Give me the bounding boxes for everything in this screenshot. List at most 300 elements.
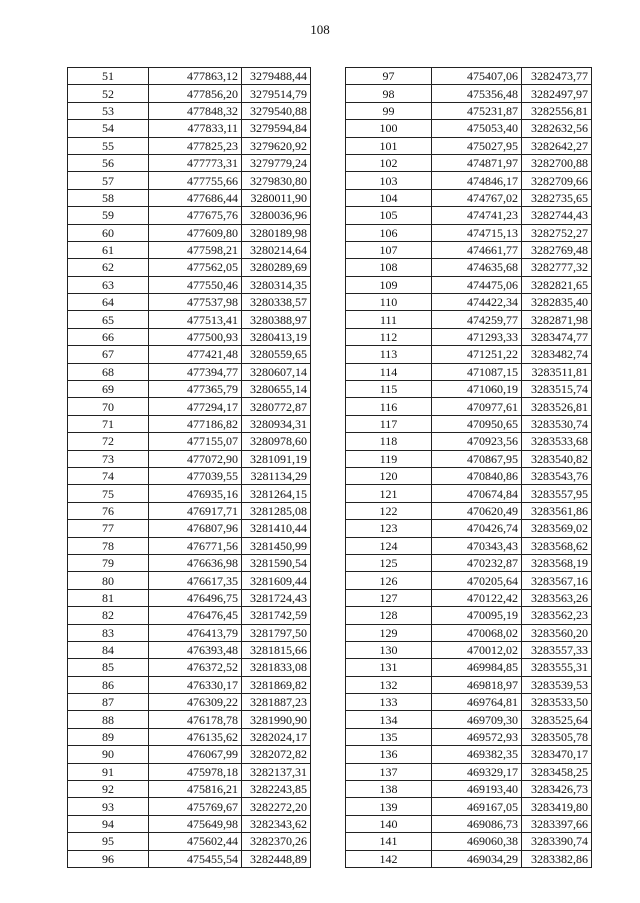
x-coordinate-cell: 469034,29 (432, 850, 522, 867)
table-row (346, 363, 592, 380)
table-row (68, 137, 311, 154)
table-row (346, 537, 592, 554)
point-number-cell: 94 (68, 815, 149, 832)
point-number-cell: 141 (346, 833, 432, 850)
y-coordinate-cell: 3283397,66 (522, 815, 592, 832)
y-coordinate-cell: 3283470,17 (522, 746, 592, 763)
x-coordinate-cell: 470867,95 (432, 450, 522, 467)
x-coordinate-cell: 469984,85 (432, 659, 522, 676)
point-number-cell: 115 (346, 381, 432, 398)
table-row (68, 815, 311, 832)
x-coordinate-cell: 470977,61 (432, 398, 522, 415)
x-coordinate-cell: 476476,45 (149, 607, 242, 624)
table-row (68, 346, 311, 363)
y-coordinate-cell: 3282497,97 (522, 85, 592, 102)
table-row (68, 85, 311, 102)
point-number-cell: 136 (346, 746, 432, 763)
point-number-cell: 104 (346, 189, 432, 206)
x-coordinate-cell: 469572,93 (432, 728, 522, 745)
table-row (346, 68, 592, 85)
point-number-cell: 111 (346, 311, 432, 328)
table-row (68, 172, 311, 189)
point-number-cell: 100 (346, 120, 432, 137)
y-coordinate-cell: 3280036,96 (242, 207, 311, 224)
x-coordinate-cell: 477773,31 (149, 154, 242, 171)
table-row (346, 781, 592, 798)
y-coordinate-cell: 3282272,20 (242, 798, 311, 815)
table-row (346, 276, 592, 293)
x-coordinate-cell: 477848,32 (149, 102, 242, 119)
table-row (346, 746, 592, 763)
y-coordinate-cell: 3283560,20 (522, 624, 592, 641)
y-coordinate-cell: 3283539,53 (522, 676, 592, 693)
point-number-cell: 117 (346, 415, 432, 432)
y-coordinate-cell: 3283568,19 (522, 554, 592, 571)
table-row (346, 381, 592, 398)
table-row (68, 589, 311, 606)
x-coordinate-cell: 474661,77 (432, 241, 522, 258)
y-coordinate-cell: 3283530,74 (522, 415, 592, 432)
table-row (68, 676, 311, 693)
table-row (68, 154, 311, 171)
table-row (346, 189, 592, 206)
x-coordinate-cell: 476496,75 (149, 589, 242, 606)
y-coordinate-cell: 3282752,27 (522, 224, 592, 241)
point-number-cell: 63 (68, 276, 149, 293)
x-coordinate-cell: 469764,81 (432, 694, 522, 711)
table-row (346, 154, 592, 171)
y-coordinate-cell: 3282700,88 (522, 154, 592, 171)
point-number-cell: 137 (346, 763, 432, 780)
x-coordinate-cell: 470950,65 (432, 415, 522, 432)
y-coordinate-cell: 3283525,64 (522, 711, 592, 728)
point-number-cell: 106 (346, 224, 432, 241)
table-row (68, 276, 311, 293)
x-coordinate-cell: 477294,17 (149, 398, 242, 415)
point-number-cell: 124 (346, 537, 432, 554)
y-coordinate-cell: 3282642,27 (522, 137, 592, 154)
table-row (68, 433, 311, 450)
x-coordinate-cell: 469709,30 (432, 711, 522, 728)
table-row (68, 833, 311, 850)
point-number-cell: 92 (68, 781, 149, 798)
point-number-cell: 113 (346, 346, 432, 363)
table-row (346, 398, 592, 415)
y-coordinate-cell: 3282735,65 (522, 189, 592, 206)
y-coordinate-cell: 3282821,65 (522, 276, 592, 293)
point-number-cell: 107 (346, 241, 432, 258)
y-coordinate-cell: 3280607,14 (242, 363, 311, 380)
table-row (346, 433, 592, 450)
table-row (346, 120, 592, 137)
table-row (346, 850, 592, 867)
y-coordinate-cell: 3280413,19 (242, 328, 311, 345)
x-coordinate-cell: 474475,06 (432, 276, 522, 293)
table-row (346, 224, 592, 241)
x-coordinate-cell: 475053,40 (432, 120, 522, 137)
point-number-cell: 79 (68, 554, 149, 571)
x-coordinate-cell: 470068,02 (432, 624, 522, 641)
y-coordinate-cell: 3281815,66 (242, 641, 311, 658)
point-number-cell: 77 (68, 520, 149, 537)
point-number-cell: 70 (68, 398, 149, 415)
table-row (346, 676, 592, 693)
table-row (68, 241, 311, 258)
table-row (346, 485, 592, 502)
x-coordinate-cell: 477500,93 (149, 328, 242, 345)
x-coordinate-cell: 477394,77 (149, 363, 242, 380)
y-coordinate-cell: 3281264,15 (242, 485, 311, 502)
table-row (346, 589, 592, 606)
x-coordinate-cell: 474635,68 (432, 259, 522, 276)
table-row (346, 207, 592, 224)
x-coordinate-cell: 474741,23 (432, 207, 522, 224)
x-coordinate-cell: 475769,67 (149, 798, 242, 815)
point-number-cell: 135 (346, 728, 432, 745)
page-number: 108 (310, 22, 330, 37)
point-number-cell: 101 (346, 137, 432, 154)
x-coordinate-cell: 469086,73 (432, 815, 522, 832)
x-coordinate-cell: 476935,16 (149, 485, 242, 502)
x-coordinate-cell: 474259,77 (432, 311, 522, 328)
point-number-cell: 69 (68, 381, 149, 398)
table-row (68, 207, 311, 224)
point-number-cell: 53 (68, 102, 149, 119)
y-coordinate-cell: 3283515,74 (522, 381, 592, 398)
point-number-cell: 128 (346, 607, 432, 624)
y-coordinate-cell: 3280559,65 (242, 346, 311, 363)
table-row (68, 781, 311, 798)
table-row (346, 694, 592, 711)
point-number-cell: 82 (68, 607, 149, 624)
x-coordinate-cell: 469818,97 (432, 676, 522, 693)
table-row (68, 68, 311, 85)
y-coordinate-cell: 3281091,19 (242, 450, 311, 467)
x-coordinate-cell: 477825,23 (149, 137, 242, 154)
point-number-cell: 67 (68, 346, 149, 363)
y-coordinate-cell: 3283474,77 (522, 328, 592, 345)
x-coordinate-cell: 477186,82 (149, 415, 242, 432)
point-number-cell: 66 (68, 328, 149, 345)
y-coordinate-cell: 3281742,59 (242, 607, 311, 624)
point-number-cell: 62 (68, 259, 149, 276)
point-number-cell: 58 (68, 189, 149, 206)
point-number-cell: 93 (68, 798, 149, 815)
y-coordinate-cell: 3283382,86 (522, 850, 592, 867)
table-row (346, 259, 592, 276)
point-number-cell: 96 (68, 850, 149, 867)
table-row (68, 102, 311, 119)
table-row (68, 763, 311, 780)
table-row (346, 415, 592, 432)
point-number-cell: 123 (346, 520, 432, 537)
point-number-cell: 139 (346, 798, 432, 815)
x-coordinate-cell: 469060,38 (432, 833, 522, 850)
point-number-cell: 60 (68, 224, 149, 241)
table-row (346, 798, 592, 815)
point-number-cell: 134 (346, 711, 432, 728)
table-row (68, 520, 311, 537)
point-number-cell: 86 (68, 676, 149, 693)
point-number-cell: 102 (346, 154, 432, 171)
x-coordinate-cell: 475407,06 (432, 68, 522, 85)
x-coordinate-cell: 470923,56 (432, 433, 522, 450)
table-row (346, 572, 592, 589)
point-number-cell: 103 (346, 172, 432, 189)
y-coordinate-cell: 3282448,89 (242, 850, 311, 867)
x-coordinate-cell: 469193,40 (432, 781, 522, 798)
y-coordinate-cell: 3283557,95 (522, 485, 592, 502)
point-number-cell: 76 (68, 502, 149, 519)
x-coordinate-cell: 470205,64 (432, 572, 522, 589)
y-coordinate-cell: 3283458,25 (522, 763, 592, 780)
table-row (346, 85, 592, 102)
x-coordinate-cell: 476617,35 (149, 572, 242, 589)
y-coordinate-cell: 3280314,35 (242, 276, 311, 293)
x-coordinate-cell: 477513,41 (149, 311, 242, 328)
x-coordinate-cell: 477833,11 (149, 120, 242, 137)
point-number-cell: 118 (346, 433, 432, 450)
point-number-cell: 114 (346, 363, 432, 380)
point-number-cell: 131 (346, 659, 432, 676)
y-coordinate-cell: 3279779,24 (242, 154, 311, 171)
x-coordinate-cell: 477856,20 (149, 85, 242, 102)
y-coordinate-cell: 3279488,44 (242, 68, 311, 85)
y-coordinate-cell: 3279540,88 (242, 102, 311, 119)
point-number-cell: 110 (346, 294, 432, 311)
table-row (68, 711, 311, 728)
table-row (346, 137, 592, 154)
table-row (68, 467, 311, 484)
point-number-cell: 71 (68, 415, 149, 432)
y-coordinate-cell: 3282072,82 (242, 746, 311, 763)
x-coordinate-cell: 470343,43 (432, 537, 522, 554)
table-row (68, 485, 311, 502)
y-coordinate-cell: 3283540,82 (522, 450, 592, 467)
x-coordinate-cell: 476413,79 (149, 624, 242, 641)
y-coordinate-cell: 3283511,81 (522, 363, 592, 380)
table-row (68, 624, 311, 641)
table-row (346, 763, 592, 780)
y-coordinate-cell: 3283533,68 (522, 433, 592, 450)
table-row (346, 102, 592, 119)
point-number-cell: 130 (346, 641, 432, 658)
point-number-cell: 120 (346, 467, 432, 484)
y-coordinate-cell: 3283419,80 (522, 798, 592, 815)
point-number-cell: 64 (68, 294, 149, 311)
x-coordinate-cell: 477562,05 (149, 259, 242, 276)
x-coordinate-cell: 471251,22 (432, 346, 522, 363)
point-number-cell: 90 (68, 746, 149, 763)
x-coordinate-cell: 477686,44 (149, 189, 242, 206)
y-coordinate-cell: 3282871,98 (522, 311, 592, 328)
y-coordinate-cell: 3280655,14 (242, 381, 311, 398)
y-coordinate-cell: 3283557,33 (522, 641, 592, 658)
table-row (346, 728, 592, 745)
table-row (68, 311, 311, 328)
y-coordinate-cell: 3280338,57 (242, 294, 311, 311)
coordinates-table-left-body (68, 68, 311, 868)
table-row (68, 502, 311, 519)
point-number-cell: 138 (346, 781, 432, 798)
point-number-cell: 109 (346, 276, 432, 293)
point-number-cell: 68 (68, 363, 149, 380)
y-coordinate-cell: 3281134,29 (242, 467, 311, 484)
x-coordinate-cell: 477609,80 (149, 224, 242, 241)
x-coordinate-cell: 471087,15 (432, 363, 522, 380)
x-coordinate-cell: 477537,98 (149, 294, 242, 311)
x-coordinate-cell: 475816,21 (149, 781, 242, 798)
y-coordinate-cell: 3283563,26 (522, 589, 592, 606)
x-coordinate-cell: 475455,54 (149, 850, 242, 867)
x-coordinate-cell: 476807,96 (149, 520, 242, 537)
table-row (68, 415, 311, 432)
x-coordinate-cell: 477421,48 (149, 346, 242, 363)
y-coordinate-cell: 3279594,84 (242, 120, 311, 137)
y-coordinate-cell: 3281833,08 (242, 659, 311, 676)
x-coordinate-cell: 470426,74 (432, 520, 522, 537)
point-number-cell: 55 (68, 137, 149, 154)
y-coordinate-cell: 3282343,62 (242, 815, 311, 832)
point-number-cell: 83 (68, 624, 149, 641)
x-coordinate-cell: 476393,48 (149, 641, 242, 658)
table-row (346, 328, 592, 345)
x-coordinate-cell: 475602,44 (149, 833, 242, 850)
table-row (68, 363, 311, 380)
x-coordinate-cell: 475649,98 (149, 815, 242, 832)
x-coordinate-cell: 476178,78 (149, 711, 242, 728)
x-coordinate-cell: 474767,02 (432, 189, 522, 206)
point-number-cell: 85 (68, 659, 149, 676)
point-number-cell: 133 (346, 694, 432, 711)
table-row (346, 520, 592, 537)
y-coordinate-cell: 3282243,85 (242, 781, 311, 798)
x-coordinate-cell: 474871,97 (432, 154, 522, 171)
x-coordinate-cell: 470840,86 (432, 467, 522, 484)
x-coordinate-cell: 477155,07 (149, 433, 242, 450)
table-row (68, 537, 311, 554)
y-coordinate-cell: 3279620,92 (242, 137, 311, 154)
table-row (346, 833, 592, 850)
y-coordinate-cell: 3283569,02 (522, 520, 592, 537)
y-coordinate-cell: 3281797,50 (242, 624, 311, 641)
x-coordinate-cell: 471293,33 (432, 328, 522, 345)
x-coordinate-cell: 477755,66 (149, 172, 242, 189)
point-number-cell: 89 (68, 728, 149, 745)
point-number-cell: 116 (346, 398, 432, 415)
point-number-cell: 142 (346, 850, 432, 867)
x-coordinate-cell: 476917,71 (149, 502, 242, 519)
y-coordinate-cell: 3281285,08 (242, 502, 311, 519)
point-number-cell: 129 (346, 624, 432, 641)
table-row (68, 641, 311, 658)
x-coordinate-cell: 476771,56 (149, 537, 242, 554)
x-coordinate-cell: 470232,87 (432, 554, 522, 571)
table-row (346, 467, 592, 484)
y-coordinate-cell: 3281590,54 (242, 554, 311, 571)
y-coordinate-cell: 3281410,44 (242, 520, 311, 537)
point-number-cell: 52 (68, 85, 149, 102)
x-coordinate-cell: 474422,34 (432, 294, 522, 311)
point-number-cell: 125 (346, 554, 432, 571)
y-coordinate-cell: 3282744,43 (522, 207, 592, 224)
x-coordinate-cell: 476636,98 (149, 554, 242, 571)
table-row (68, 694, 311, 711)
point-number-cell: 91 (68, 763, 149, 780)
x-coordinate-cell: 469167,05 (432, 798, 522, 815)
point-number-cell: 81 (68, 589, 149, 606)
x-coordinate-cell: 476067,99 (149, 746, 242, 763)
point-number-cell: 65 (68, 311, 149, 328)
table-row (68, 798, 311, 815)
y-coordinate-cell: 3283533,50 (522, 694, 592, 711)
x-coordinate-cell: 477365,79 (149, 381, 242, 398)
y-coordinate-cell: 3282709,66 (522, 172, 592, 189)
table-row (346, 172, 592, 189)
x-coordinate-cell: 476330,17 (149, 676, 242, 693)
x-coordinate-cell: 474715,13 (432, 224, 522, 241)
point-number-cell: 74 (68, 467, 149, 484)
y-coordinate-cell: 3280772,87 (242, 398, 311, 415)
y-coordinate-cell: 3282137,31 (242, 763, 311, 780)
table-row (346, 311, 592, 328)
point-number-cell: 57 (68, 172, 149, 189)
x-coordinate-cell: 470122,42 (432, 589, 522, 606)
table-row (346, 346, 592, 363)
point-number-cell: 122 (346, 502, 432, 519)
point-number-cell: 108 (346, 259, 432, 276)
y-coordinate-cell: 3283426,73 (522, 781, 592, 798)
y-coordinate-cell: 3281887,23 (242, 694, 311, 711)
y-coordinate-cell: 3280978,60 (242, 433, 311, 450)
y-coordinate-cell: 3283561,86 (522, 502, 592, 519)
table-row (68, 259, 311, 276)
x-coordinate-cell: 475027,95 (432, 137, 522, 154)
table-row (346, 450, 592, 467)
table-row (68, 224, 311, 241)
y-coordinate-cell: 3281609,44 (242, 572, 311, 589)
table-row (68, 189, 311, 206)
table-row (68, 659, 311, 676)
y-coordinate-cell: 3282024,17 (242, 728, 311, 745)
y-coordinate-cell: 3279514,79 (242, 85, 311, 102)
point-number-cell: 59 (68, 207, 149, 224)
x-coordinate-cell: 471060,19 (432, 381, 522, 398)
table-row (346, 624, 592, 641)
x-coordinate-cell: 474846,17 (432, 172, 522, 189)
table-row (346, 711, 592, 728)
table-row (346, 554, 592, 571)
y-coordinate-cell: 3282370,26 (242, 833, 311, 850)
x-coordinate-cell: 475231,87 (432, 102, 522, 119)
table-row (346, 815, 592, 832)
point-number-cell: 98 (346, 85, 432, 102)
y-coordinate-cell: 3282769,48 (522, 241, 592, 258)
y-coordinate-cell: 3282556,81 (522, 102, 592, 119)
point-number-cell: 51 (68, 68, 149, 85)
x-coordinate-cell: 477039,55 (149, 467, 242, 484)
y-coordinate-cell: 3280189,98 (242, 224, 311, 241)
y-coordinate-cell: 3283526,81 (522, 398, 592, 415)
y-coordinate-cell: 3280388,97 (242, 311, 311, 328)
table-row (346, 294, 592, 311)
coordinates-table-right (345, 67, 592, 868)
y-coordinate-cell: 3282777,32 (522, 259, 592, 276)
y-coordinate-cell: 3280289,69 (242, 259, 311, 276)
point-number-cell: 61 (68, 241, 149, 258)
y-coordinate-cell: 3282835,40 (522, 294, 592, 311)
point-number-cell: 73 (68, 450, 149, 467)
